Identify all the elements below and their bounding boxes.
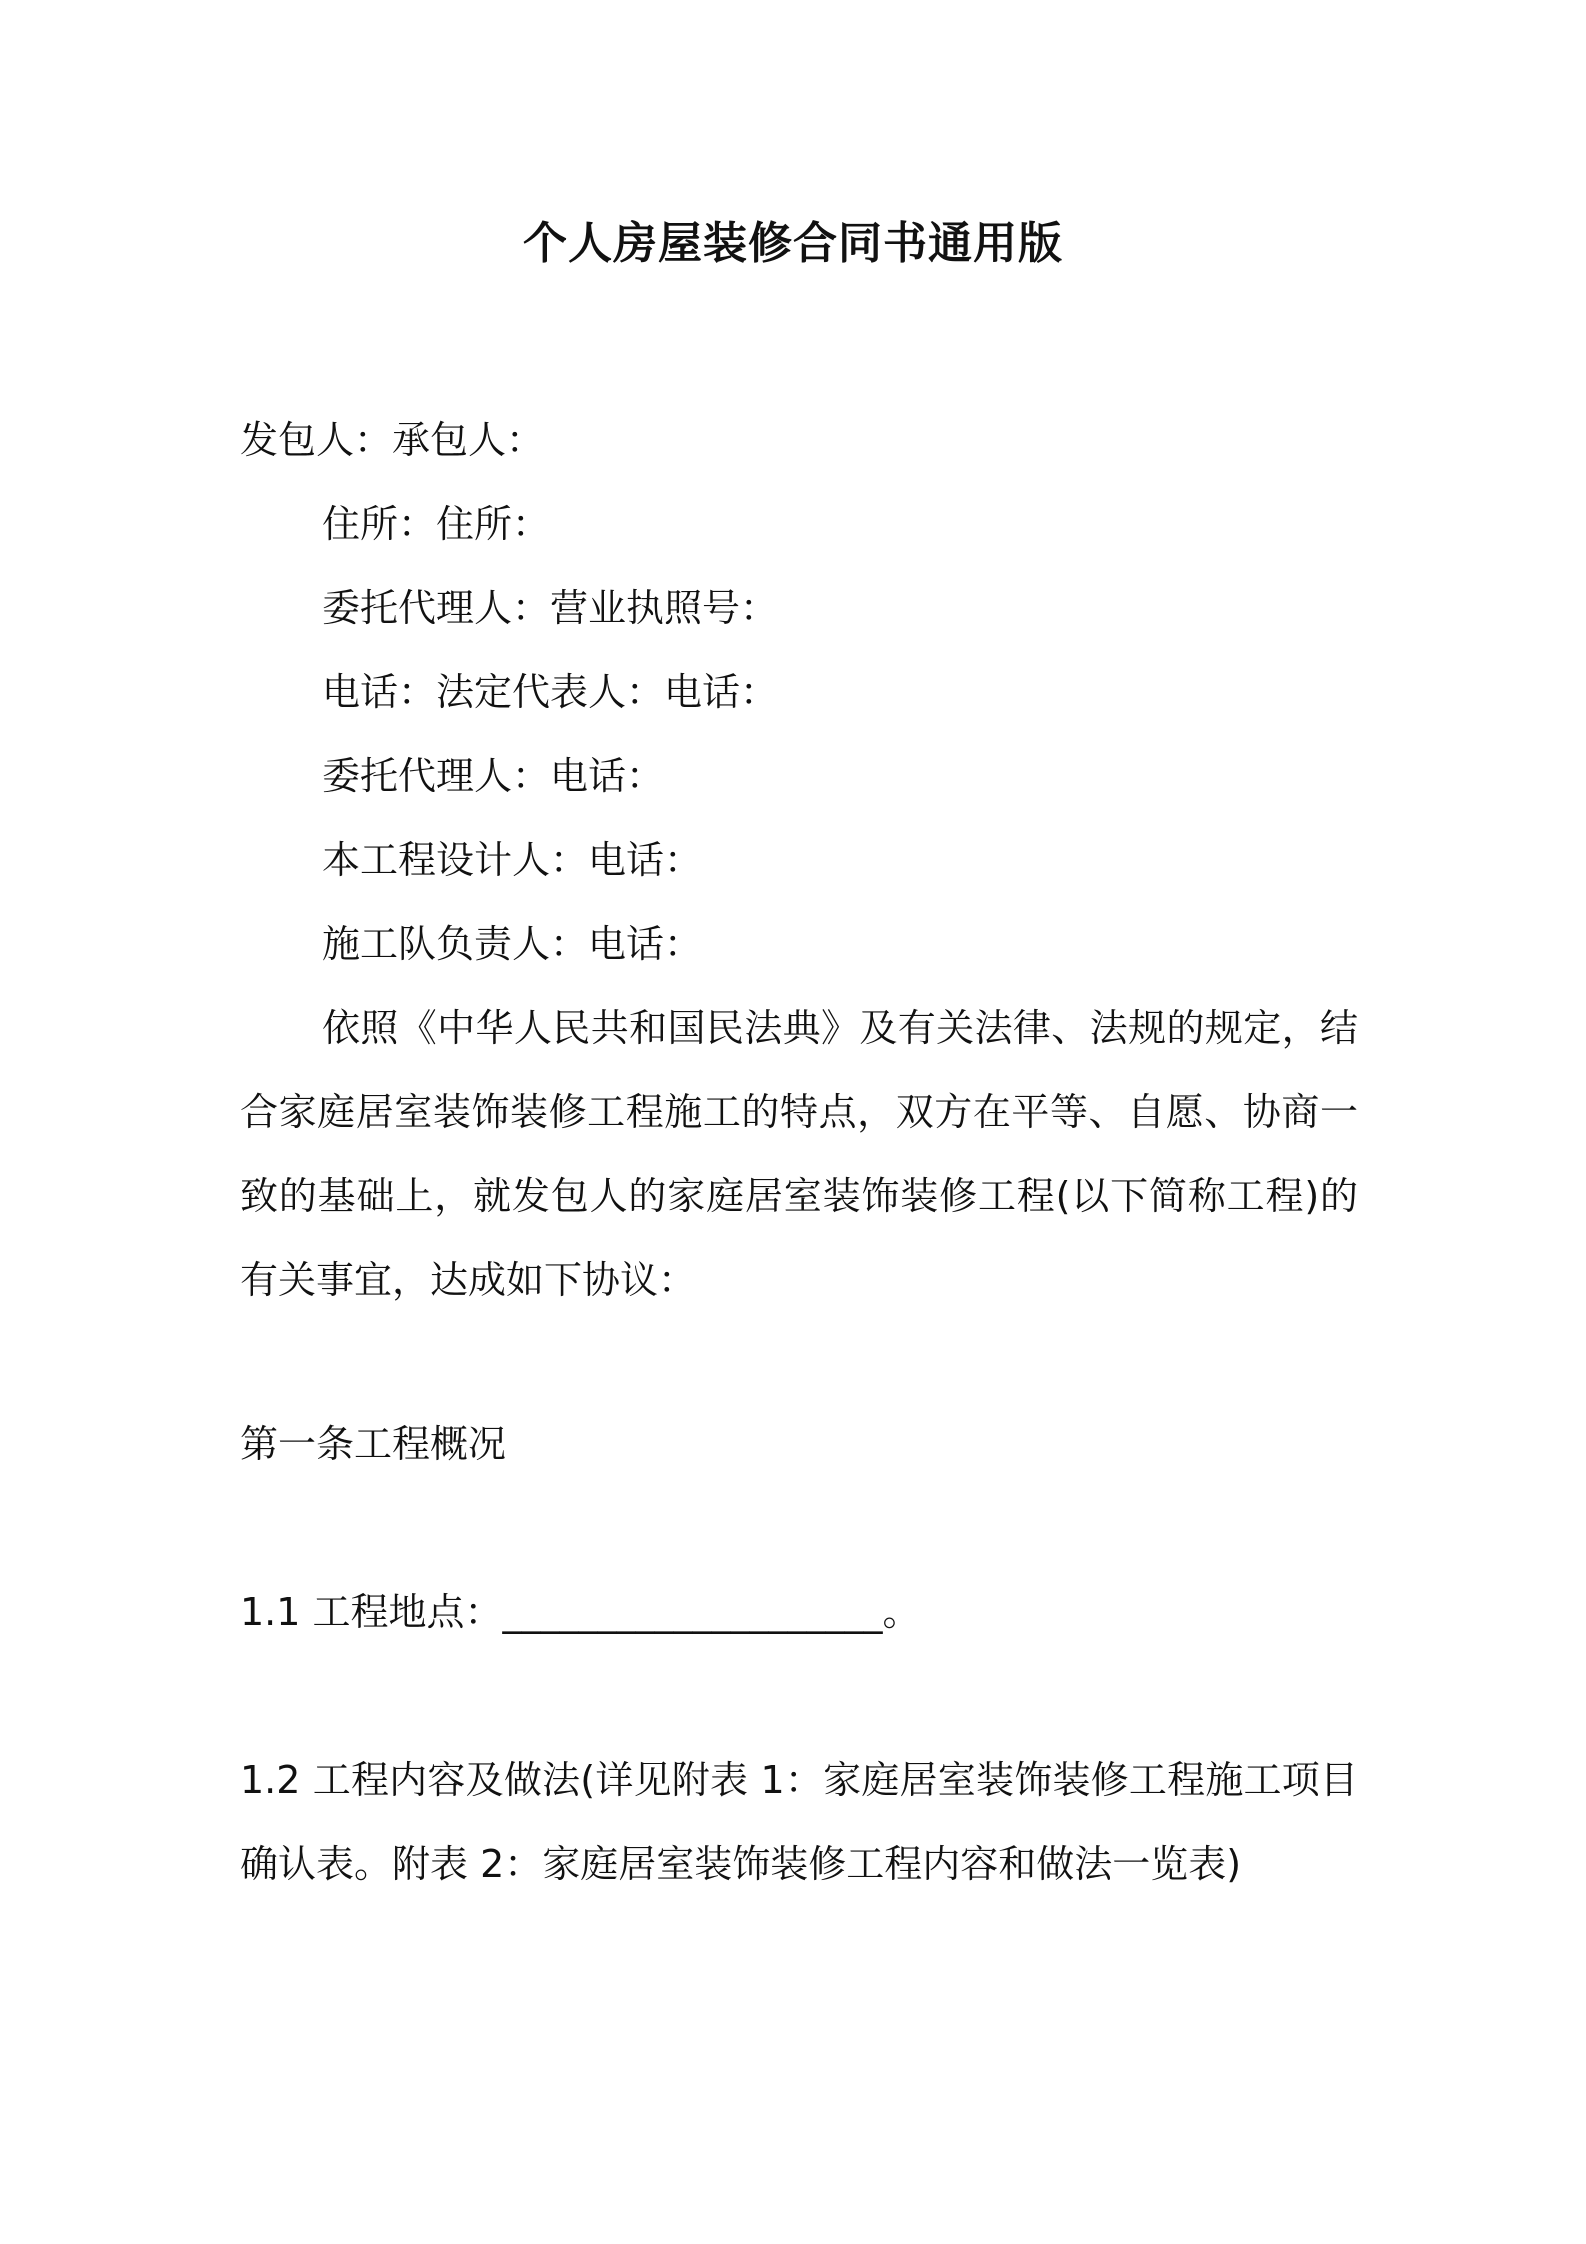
party-line-address: 住所：住所：	[322, 502, 551, 546]
document-title: 个人房屋装修合同书通用版	[523, 218, 1063, 269]
party-line-team-leader-phone: 施工队负责人：电话：	[322, 922, 703, 966]
article-1-heading: 第一条工程概况	[240, 1422, 507, 1466]
party-line-agent-phone: 委托代理人：电话：	[322, 754, 665, 798]
party-line-agent-license: 委托代理人：营业执照号：	[322, 586, 779, 630]
party-line-employer-contractor: 发包人：承包人：	[240, 418, 545, 462]
party-line-phone-legal-rep: 电话：法定代表人：电话：	[322, 670, 779, 714]
preamble-paragraph: 依照《中华人民共和国民法典》及有关法律、法规的规定，结合家庭居室装饰装修工程施工的特点，双方在平等、自愿、协商一致的基础上，就发包人的家庭居室装饰装修工程(以下简称工程)的有关事宜，达成如下协议：	[240, 1006, 1358, 1302]
party-line-designer-phone: 本工程设计人：电话：	[322, 838, 703, 882]
article-1-item-1: 1.1 工程地点：____________________。	[240, 1590, 921, 1634]
article-1-item-2: 1.2 工程内容及做法(详见附表 1：家庭居室装饰装修工程施工项目确认表。附表 2：家庭居室装饰装修工程内容和做法一览表)	[240, 1758, 1358, 1886]
